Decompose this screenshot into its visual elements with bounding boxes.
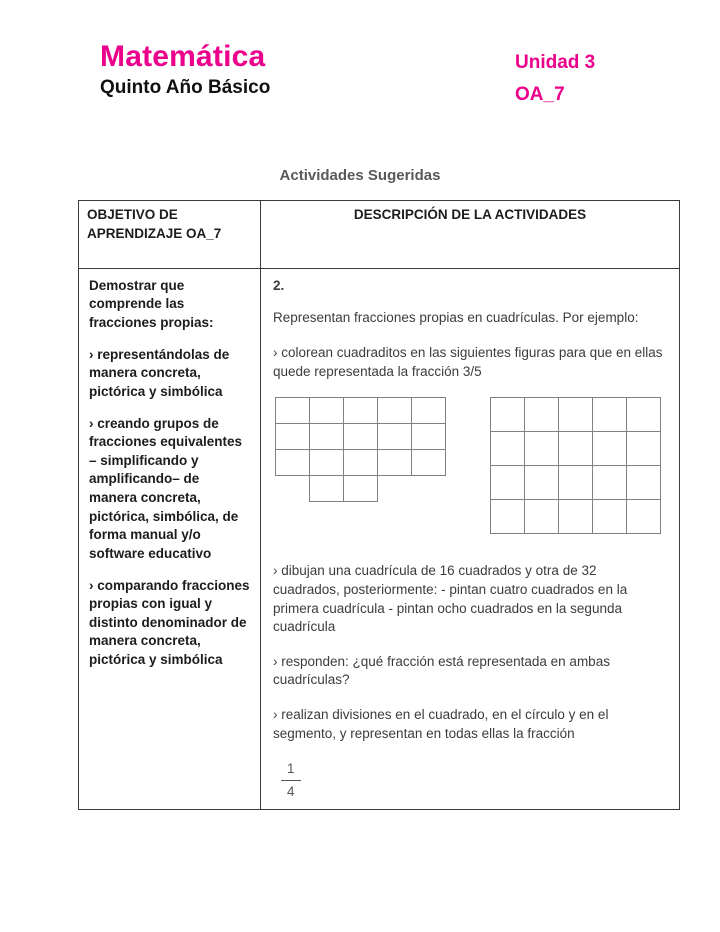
description-column-header: DESCRIPCIÓN DE LA ACTIVIDADES [261,201,680,269]
objective-bullet: › representándolas de manera concreta, pictórica y simbólica [89,346,230,399]
grid-cell [627,398,661,432]
grid-figures [275,397,665,534]
grid-cell [525,398,559,432]
fraction-one-fourth [281,761,301,800]
grid-cell [344,476,378,502]
grid-cell [593,398,627,432]
grid-right [490,397,661,534]
objective-bullet: › comparando fracciones propias con igual y distinto denominador de manera concreta, pictórica y simbólica [89,577,250,668]
activity-bullet: › colorean cuadraditos en las siguientes figuras para que en ellas quede representada la fracción 3/5 [273,345,663,379]
activity-cell [261,268,680,810]
grid-cell [593,466,627,500]
grid-cell [310,476,344,502]
grid-cell [491,398,525,432]
grid-cell [559,432,593,466]
objective-cell [79,268,261,810]
activity-number: 2. [273,277,285,293]
grid-cell [627,466,661,500]
grid-cell [412,398,446,424]
grid-cell [412,424,446,450]
grid-cell [559,500,593,534]
page-title: Matemática [100,40,266,73]
grid-left-extra [309,476,378,502]
grid-cell [525,466,559,500]
grid-cell [593,500,627,534]
activity-bullet: › dibujan una cuadrícula de 16 cuadrados y otra de 32 cuadrados, posteriormente: - pintan cuatro cuadrados en la primera cuadrícula - pintan ocho cuadrados en la segunda cuadrícula [273,563,628,635]
activity-bullet: › realizan divisiones en el cuadrado, en el círculo y en el segmento, y representan en todas ellas la fracción [273,707,609,741]
document-header [100,40,270,99]
table-body-row [79,268,680,810]
grid-cell [276,398,310,424]
grid-cell [491,500,525,534]
activity-bullet: › responden: ¿qué fracción está representada en ambas cuadrículas? [273,653,610,688]
grid-cell [378,424,412,450]
grid-figure-right [490,397,661,534]
grid-cell [378,398,412,424]
table-header-row [79,201,680,269]
grid-left [275,397,446,476]
fraction-numerator: 1 [281,761,301,781]
grid-figure-left [275,397,446,502]
grid-cell [559,398,593,432]
grid-cell [344,450,378,476]
grid-cell [559,466,593,500]
oa-code: OA_7 [515,84,565,105]
grid-cell [276,450,310,476]
unit-block [515,52,595,106]
grid-cell [310,398,344,424]
grid-cell [344,398,378,424]
objective-bullet: › creando grupos de fracciones equivalentes – simplificando y amplificando– de manera concreta, pictórica, simbólica, de forma manual y/o software educativo [89,415,243,561]
page-subtitle: Quinto Año Básico [100,77,271,98]
grid-cell [525,432,559,466]
objective-column-header: OBJETIVO DE APRENDIZAJE OA_7 [79,201,261,269]
grid-cell [310,424,344,450]
grid-cell [344,424,378,450]
grid-cell [310,450,344,476]
unit-label: Unidad 3 [515,52,596,73]
grid-cell [378,450,412,476]
grid-cell [627,500,661,534]
grid-cell [491,466,525,500]
grid-cell [593,432,627,466]
grid-cell [276,424,310,450]
activities-table [78,200,680,810]
section-title: Actividades Sugeridas [279,167,441,184]
grid-cell [491,432,525,466]
grid-cell [525,500,559,534]
activity-intro: Representan fracciones propias en cuadrículas. Por ejemplo: [273,310,639,326]
grid-cell [412,450,446,476]
grid-cell [627,432,661,466]
fraction-denominator: 4 [287,784,295,800]
objective-intro: Demostrar que comprende las fracciones propias: [89,277,214,331]
